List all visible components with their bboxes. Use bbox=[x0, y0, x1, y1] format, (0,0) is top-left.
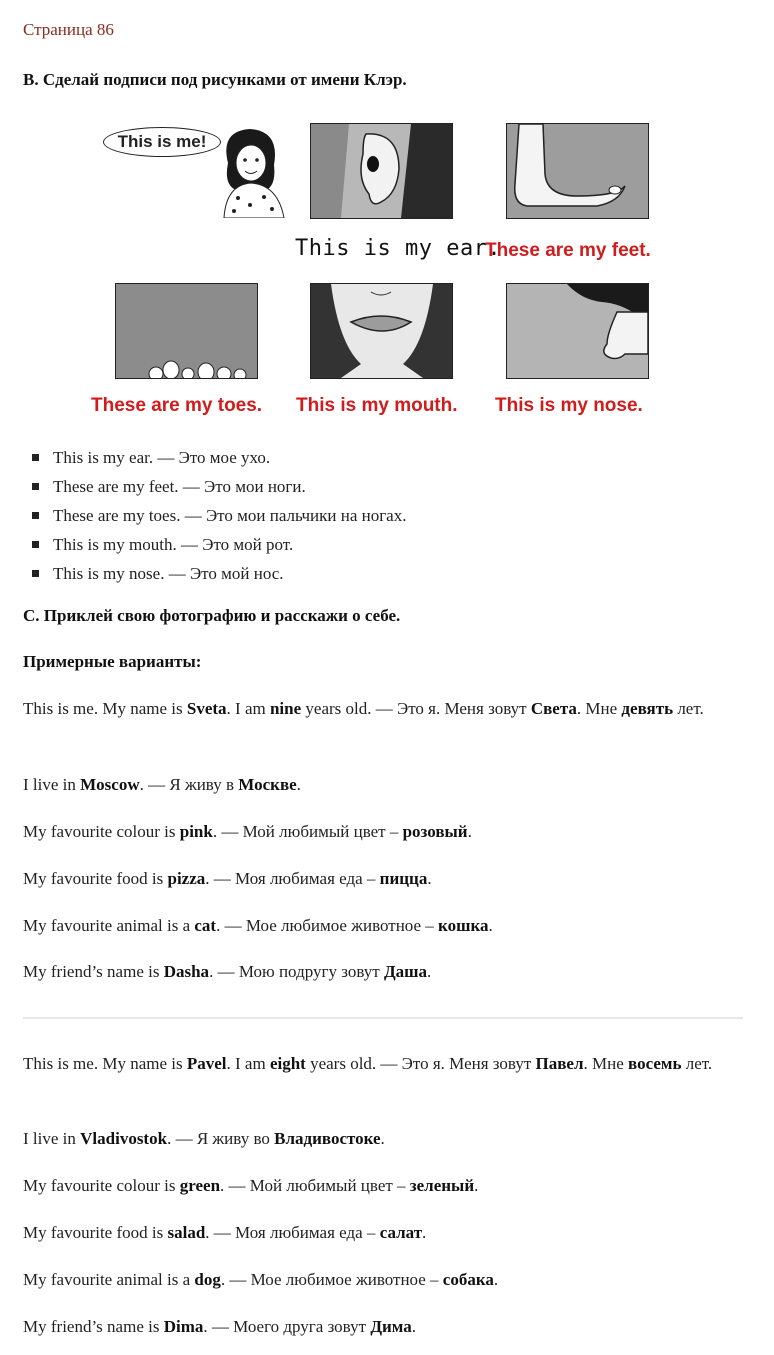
bold-term: Дима bbox=[370, 1317, 412, 1336]
paragraph: My favourite colour is green. — Мой любимый цвет – зеленый. bbox=[23, 1176, 479, 1195]
nose-picture bbox=[506, 283, 649, 379]
bold-term: Павел bbox=[535, 1054, 584, 1073]
bold-term: девять bbox=[621, 699, 674, 718]
paragraph: My friend’s name is Dima. — Моего друга зовут Дима. bbox=[23, 1317, 417, 1336]
toes-picture bbox=[115, 283, 258, 379]
feet-picture bbox=[506, 123, 649, 219]
body-parts-illustration bbox=[85, 115, 685, 425]
bold-term: eight bbox=[269, 1054, 306, 1073]
bold-term: Vladivostok bbox=[80, 1129, 168, 1148]
bold-term: восемь bbox=[628, 1054, 682, 1073]
bold-term: salad bbox=[167, 1223, 206, 1242]
paragraph: My friend’s name is Dasha. — Мою подругу зовут Даша. bbox=[23, 962, 432, 981]
bold-term: кошка bbox=[438, 916, 489, 935]
bold-term: Dima bbox=[163, 1317, 204, 1336]
bold-term: Москве bbox=[238, 775, 297, 794]
bold-term: dog bbox=[194, 1270, 221, 1289]
list-item: These are my feet. — Это мои ноги. bbox=[23, 474, 406, 503]
paragraph: My favourite colour is pink. — Мой любимый цвет – розовый. bbox=[23, 822, 472, 841]
section-c-heading: C. Приклей свою фотографию и расскажи о себе. bbox=[23, 606, 401, 625]
caption-nose: This is my nose. bbox=[495, 395, 643, 416]
paragraph: I live in Moscow. — Я живу в Москве. bbox=[23, 775, 301, 794]
bold-term: салат bbox=[379, 1223, 423, 1242]
bold-term: собака bbox=[442, 1270, 494, 1289]
examples-subheading: Примерные варианты: bbox=[23, 652, 202, 671]
mouth-picture bbox=[310, 283, 453, 379]
bold-term: Pavel bbox=[186, 1054, 227, 1073]
paragraph: My favourite food is pizza. — Моя любимая еда – пицца. bbox=[23, 869, 432, 888]
bold-term: Dasha bbox=[163, 962, 210, 981]
bold-term: Moscow bbox=[80, 775, 140, 794]
bold-term: Владивостоке bbox=[274, 1129, 381, 1148]
bold-term: nine bbox=[269, 699, 302, 718]
bold-term: pizza bbox=[167, 869, 206, 888]
list-item: This is my ear. — Это мое ухо. bbox=[23, 445, 406, 474]
bold-term: green bbox=[179, 1176, 221, 1195]
list-item: This is my nose. — Это мой нос. bbox=[23, 561, 406, 590]
bold-term: Света bbox=[530, 699, 577, 718]
ear-picture bbox=[310, 123, 453, 219]
bold-term: cat bbox=[194, 916, 217, 935]
paragraph: This is me. My name is Sveta. I am nine years old. — Это я. Меня зовут Света. Мне девять лет. bbox=[23, 699, 704, 718]
divider bbox=[23, 1017, 743, 1019]
paragraph: My favourite food is salad. — Моя любимая еда – салат. bbox=[23, 1223, 427, 1242]
paragraph: I live in Vladivostok. — Я живу во Владивостоке. bbox=[23, 1129, 385, 1148]
bold-term: зеленый bbox=[409, 1176, 475, 1195]
translation-list bbox=[23, 445, 406, 590]
section-b-heading: B. Сделай подписи под рисунками от имени Клэр. bbox=[23, 70, 407, 89]
paragraph: My favourite animal is a cat. — Мое любимое животное – кошка. bbox=[23, 916, 493, 935]
paragraph: This is me. My name is Pavel. I am eight years old. — Это я. Меня зовут Павел. Мне восемь лет. bbox=[23, 1054, 713, 1073]
list-item: This is my mouth. — Это мой рот. bbox=[23, 532, 406, 561]
caption-ear: This is my ear. bbox=[295, 236, 502, 261]
bold-term: Sveta bbox=[186, 699, 227, 718]
paragraph: My favourite animal is a dog. — Мое любимое животное – собака. bbox=[23, 1270, 499, 1289]
bold-term: Даша bbox=[383, 962, 428, 981]
page-number-label: Страница 86 bbox=[23, 20, 114, 39]
caption-toes: These are my toes. bbox=[91, 395, 263, 416]
caption-mouth: This is my mouth. bbox=[296, 395, 458, 416]
speech-bubble: This is me! bbox=[103, 127, 221, 157]
girl-drawing bbox=[210, 123, 290, 218]
bold-term: пицца bbox=[379, 869, 428, 888]
bold-term: розовый bbox=[402, 822, 468, 841]
bold-term: pink bbox=[179, 822, 213, 841]
caption-feet: These are my feet. bbox=[485, 240, 651, 261]
list-item: These are my toes. — Это мои пальчики на ногах. bbox=[23, 503, 406, 532]
